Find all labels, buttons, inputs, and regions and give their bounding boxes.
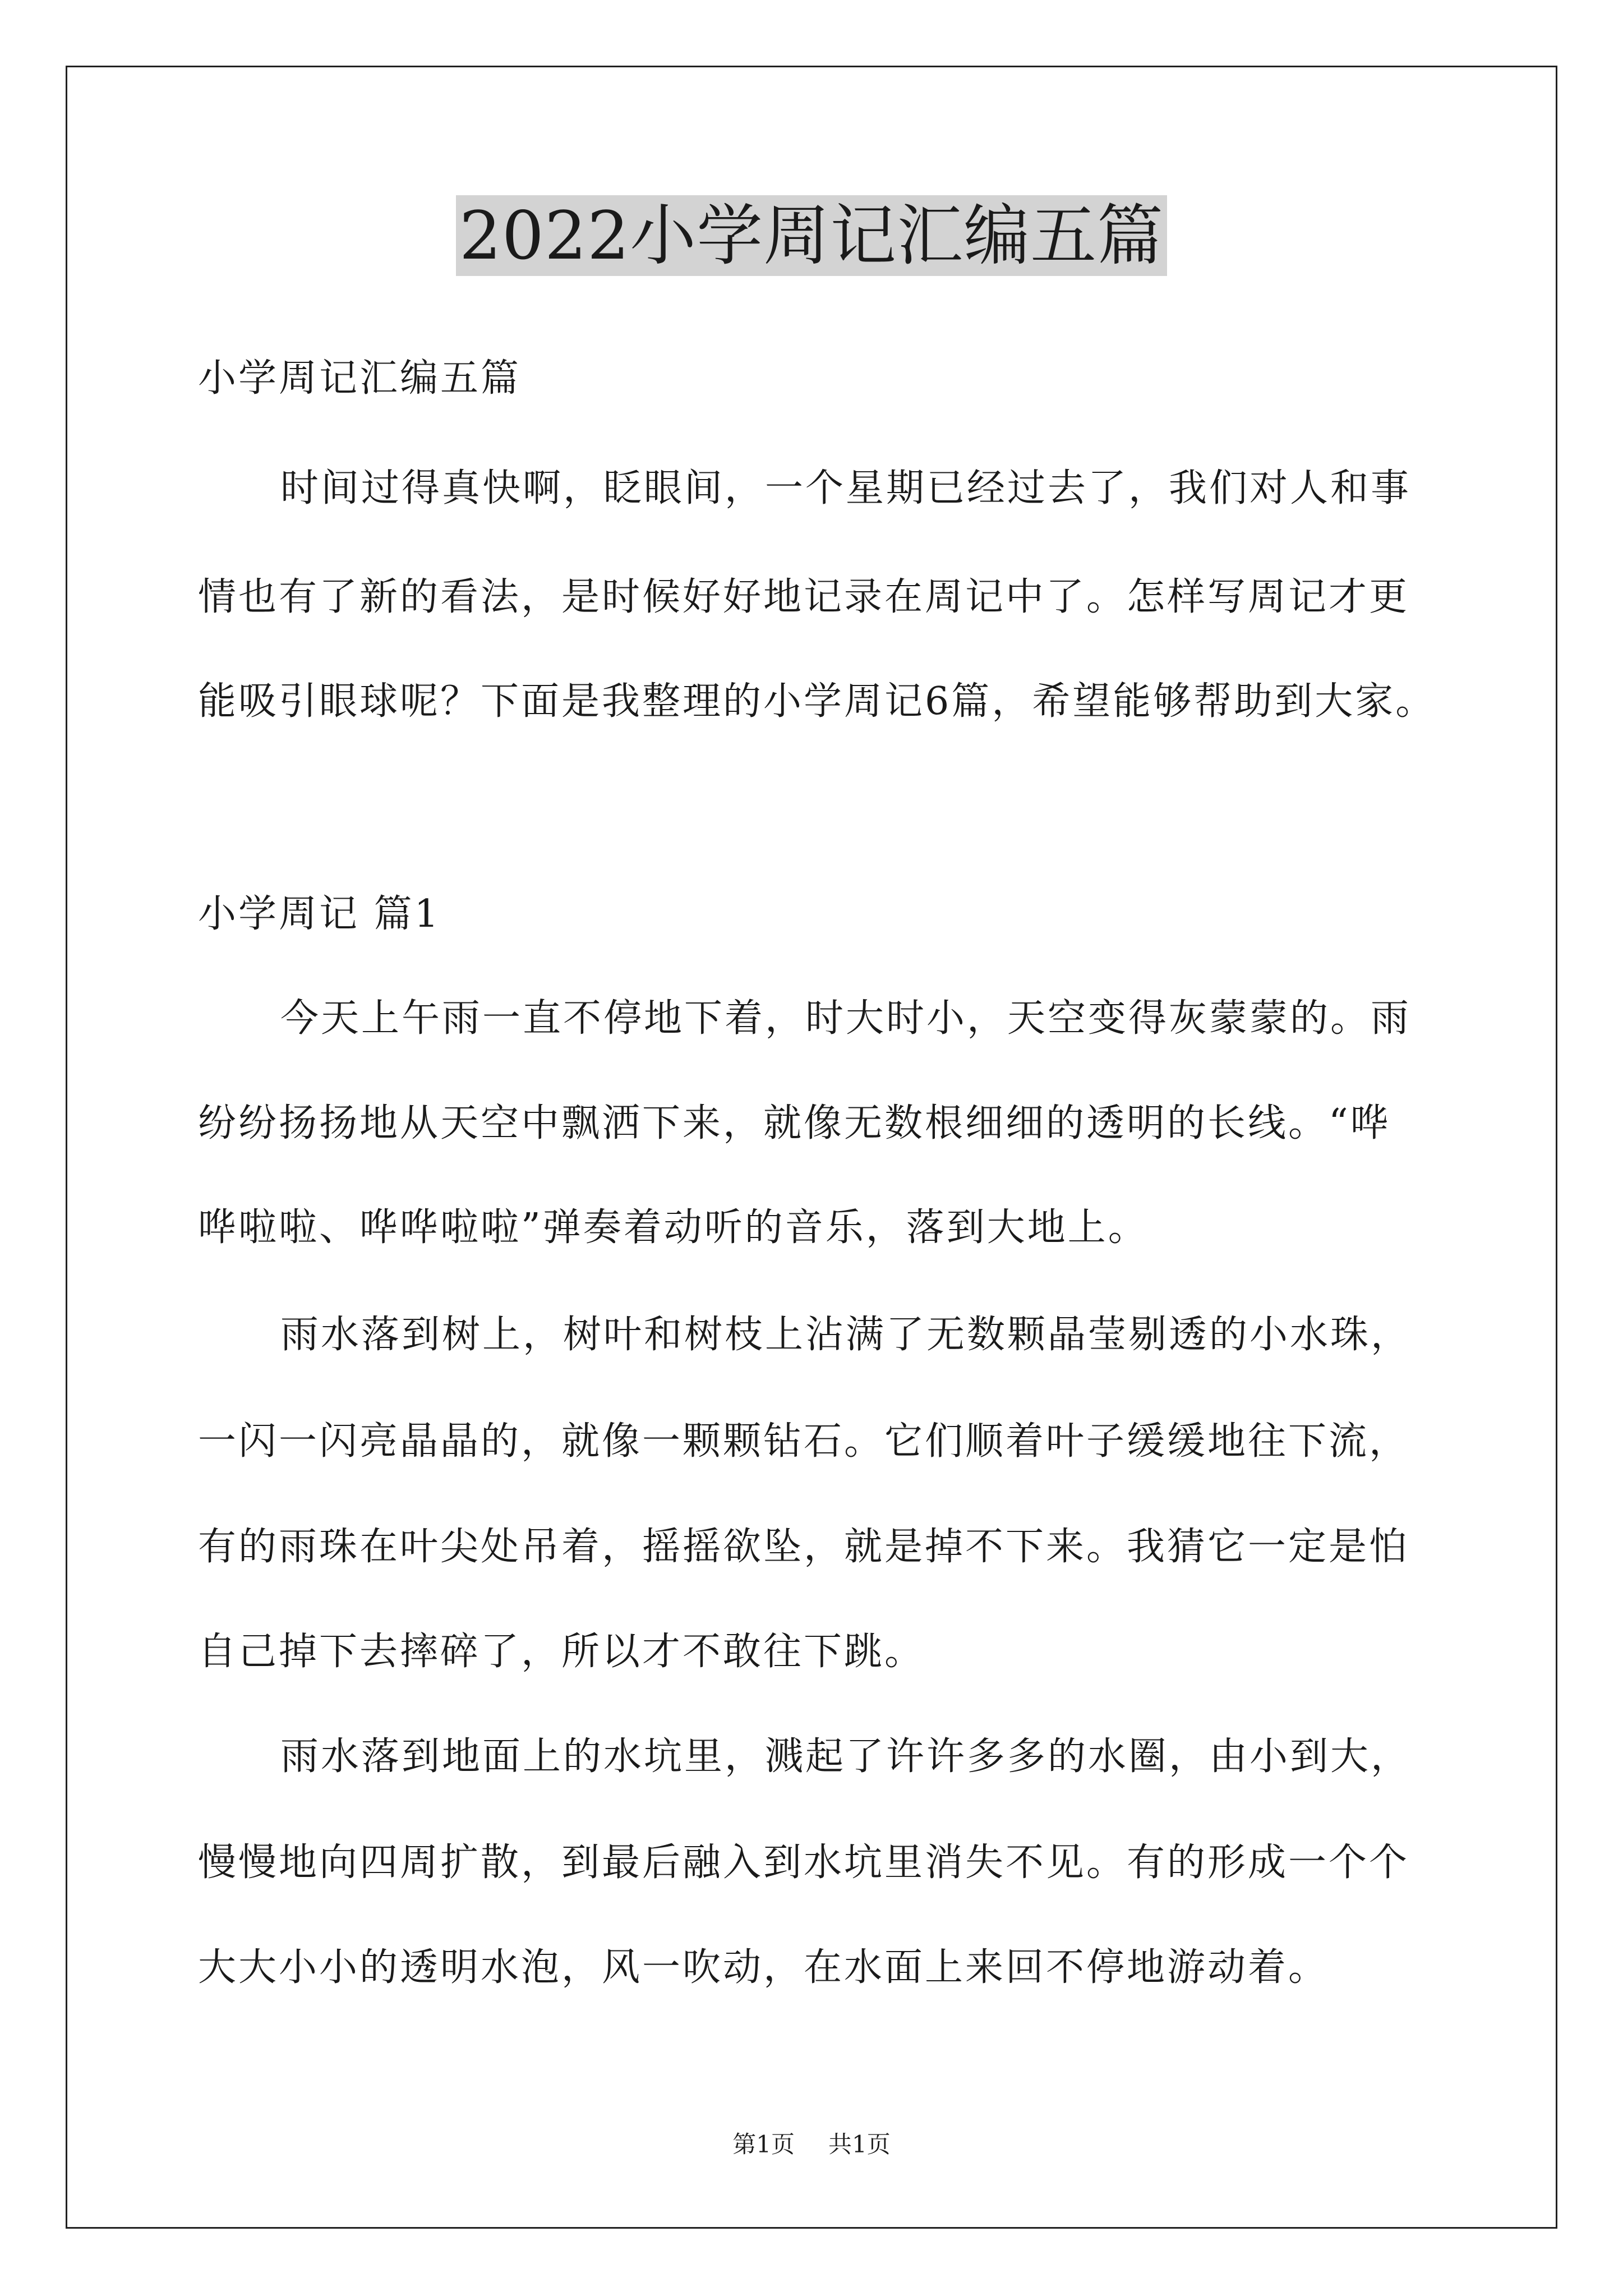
paragraph1-line-3: 哗啦啦、哗哗啦啦”弹奏着动听的音乐，落到大地上。 <box>198 1205 1149 1250</box>
paragraph2-line-2: 一闪一闪亮晶晶的，就像一颗颗钻石。它们顺着叶子缓缓地往下流， <box>198 1419 1410 1464</box>
paragraph2-line-3: 有的雨珠在叶尖处吊着，摇摇欲坠，就是掉不下来。我猜它一定是怕 <box>198 1525 1410 1569</box>
intro-line-1: 时间过得真快啊，眨眼间，一个星期已经过去了，我们对人和事 <box>280 466 1412 510</box>
page-number: 第1页 <box>732 2131 795 2158</box>
paragraph1-line-2: 纷纷扬扬地从天空中飘洒下来，就像无数根细细的透明的长线。“哗 <box>198 1101 1391 1145</box>
intro-line-2: 情也有了新的看法，是时候好好地记录在周记中了。怎样写周记才更 <box>198 575 1410 619</box>
paragraph3-line-3: 大大小小的透明水泡，风一吹动，在水面上来回不停地游动着。 <box>198 1945 1329 1990</box>
paragraph2-line-4: 自己掉下去摔碎了，所以才不敢往下跳。 <box>198 1630 925 1674</box>
paragraph2-line-1: 雨水落到树上，树叶和树枝上沾满了无数颗晶莹剔透的小水珠， <box>280 1313 1412 1357</box>
page-total: 共1页 <box>828 2131 891 2158</box>
title-container <box>0 195 1623 276</box>
section-heading: 小学周记 篇1 <box>198 892 441 936</box>
paragraph3-line-1: 雨水落到地面上的水坑里，溅起了许许多多的水圈，由小到大， <box>280 1734 1412 1779</box>
page-footer <box>0 2129 1623 2160</box>
document-title: 2022小学周记汇编五篇 <box>456 195 1167 276</box>
paragraph1-line-1: 今天上午雨一直不停地下着，时大时小，天空变得灰蒙蒙的。雨 <box>280 996 1412 1041</box>
paragraph3-line-2: 慢慢地向四周扩散，到最后融入到水坑里消失不见。有的形成一个个 <box>198 1841 1410 1885</box>
intro-line-3: 能吸引眼球呢？下面是我整理的小学周记6篇，希望能够帮助到大家。 <box>198 679 1436 724</box>
document-subtitle: 小学周记汇编五篇 <box>198 356 522 401</box>
